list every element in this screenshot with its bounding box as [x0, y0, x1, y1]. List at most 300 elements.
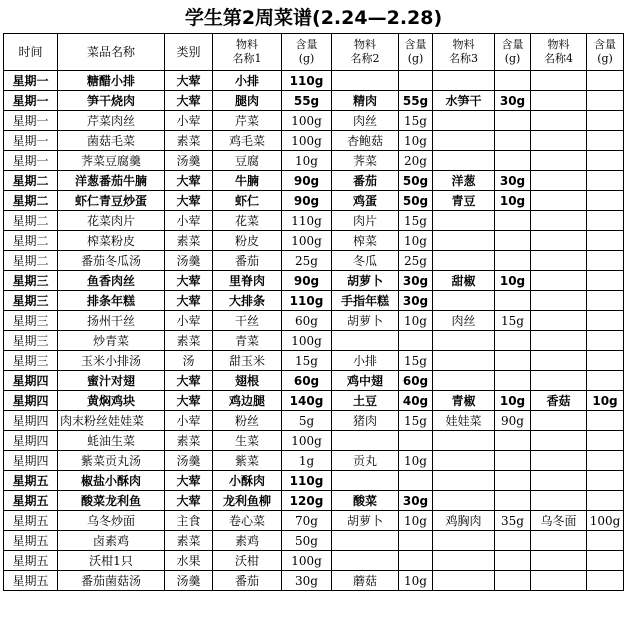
- material3-cell: [433, 331, 495, 351]
- material1-cell: 虾仁: [213, 191, 282, 211]
- dish-cell: 沃柑1只: [58, 551, 165, 571]
- header-time: 时间: [4, 34, 58, 71]
- dish-cell: 黄焖鸡块: [58, 391, 165, 411]
- dish-cell: 芹菜肉丝: [58, 111, 165, 131]
- table-row: [4, 271, 624, 291]
- quantity1-cell: 120g: [282, 491, 332, 511]
- material2-cell: 蘑菇: [332, 571, 399, 591]
- material3-cell: [433, 71, 495, 91]
- quantity4-cell: [587, 291, 624, 311]
- material1-cell: 小排: [213, 71, 282, 91]
- quantity2-cell: [399, 471, 433, 491]
- day-cell: 星期三: [4, 311, 58, 331]
- table-row: [4, 191, 624, 211]
- header-quantity2-line2: (g): [407, 52, 424, 65]
- header-material4-line2: 名称4: [544, 52, 573, 65]
- material1-cell: 紫菜: [213, 451, 282, 471]
- day-cell: 星期四: [4, 411, 58, 431]
- quantity2-cell: [399, 431, 433, 451]
- table-row: [4, 291, 624, 311]
- day-cell: 星期五: [4, 491, 58, 511]
- quantity3-cell: 10g: [495, 191, 531, 211]
- quantity1-cell: 60g: [282, 371, 332, 391]
- table-row: [4, 491, 624, 511]
- material2-cell: 小排: [332, 351, 399, 371]
- quantity1-cell: 60g: [282, 311, 332, 331]
- page-title: 学生第2周菜谱(2.24—2.28): [184, 7, 443, 29]
- header-quantity2-line1: 含量: [404, 38, 427, 51]
- quantity2-cell: 20g: [399, 151, 433, 171]
- quantity4-cell: [587, 311, 624, 331]
- quantity2-cell: 15g: [399, 111, 433, 131]
- table-row: [4, 331, 624, 351]
- quantity3-cell: 30g: [495, 91, 531, 111]
- material3-cell: [433, 451, 495, 471]
- material3-cell: 甜椒: [433, 271, 495, 291]
- quantity3-cell: [495, 211, 531, 231]
- quantity3-cell: [495, 251, 531, 271]
- day-cell: 星期一: [4, 111, 58, 131]
- day-cell: 星期二: [4, 191, 58, 211]
- dish-cell: 榨菜粉皮: [58, 231, 165, 251]
- material3-cell: [433, 231, 495, 251]
- material3-cell: 青椒: [433, 391, 495, 411]
- category-cell: 大荤: [165, 471, 213, 491]
- header-quantity4-line2: (g): [597, 52, 613, 65]
- material4-cell: [531, 171, 587, 191]
- dish-cell: 乌冬炒面: [58, 511, 165, 531]
- material3-cell: [433, 571, 495, 591]
- quantity3-cell: [495, 571, 531, 591]
- day-cell: 星期一: [4, 71, 58, 91]
- material3-cell: 鸡胸肉: [433, 511, 495, 531]
- table-row: [4, 391, 624, 411]
- table-row: [4, 471, 624, 491]
- dish-cell: 扬州干丝: [58, 311, 165, 331]
- material1-cell: 生菜: [213, 431, 282, 451]
- quantity4-cell: [587, 191, 624, 211]
- material2-cell: 冬瓜: [332, 251, 399, 271]
- quantity4-cell: [587, 491, 624, 511]
- header-quantity1: [282, 34, 332, 71]
- header-quantity2: [399, 34, 433, 71]
- material2-cell: [332, 71, 399, 91]
- quantity4-cell: [587, 411, 624, 431]
- material1-cell: 花菜: [213, 211, 282, 231]
- quantity2-cell: 30g: [399, 291, 433, 311]
- material1-cell: 粉皮: [213, 231, 282, 251]
- material1-cell: 大排条: [213, 291, 282, 311]
- material3-cell: [433, 211, 495, 231]
- material4-cell: [531, 371, 587, 391]
- material2-cell: 贡丸: [332, 451, 399, 471]
- dish-cell: 紫菜贡丸汤: [58, 451, 165, 471]
- menu-table: [3, 33, 624, 591]
- header-row: [4, 34, 624, 71]
- table-row: [4, 111, 624, 131]
- material1-cell: 鸡边腿: [213, 391, 282, 411]
- quantity3-cell: [495, 231, 531, 251]
- header-quantity1-line2: (g): [298, 52, 315, 65]
- header-category: 类别: [165, 34, 213, 71]
- quantity2-cell: 60g: [399, 371, 433, 391]
- quantity1-cell: 100g: [282, 131, 332, 151]
- material4-cell: [531, 251, 587, 271]
- category-cell: 大荤: [165, 491, 213, 511]
- category-cell: 汤羹: [165, 151, 213, 171]
- material3-cell: [433, 551, 495, 571]
- material1-cell: 番茄: [213, 571, 282, 591]
- category-cell: 小荤: [165, 211, 213, 231]
- material2-cell: 胡萝卜: [332, 271, 399, 291]
- header-material3-line2: 名称3: [449, 52, 478, 65]
- day-cell: 星期一: [4, 131, 58, 151]
- material1-cell: 小酥肉: [213, 471, 282, 491]
- material2-cell: 肉丝: [332, 111, 399, 131]
- quantity1-cell: 110g: [282, 471, 332, 491]
- day-cell: 星期五: [4, 571, 58, 591]
- quantity1-cell: 10g: [282, 151, 332, 171]
- quantity3-cell: [495, 491, 531, 511]
- header-dish: 菜品名称: [58, 34, 165, 71]
- material3-cell: [433, 471, 495, 491]
- quantity2-cell: 40g: [399, 391, 433, 411]
- quantity1-cell: 15g: [282, 351, 332, 371]
- material2-cell: 猪肉: [332, 411, 399, 431]
- table-row: [4, 411, 624, 431]
- quantity2-cell: [399, 551, 433, 571]
- quantity1-cell: 55g: [282, 91, 332, 111]
- quantity3-cell: 10g: [495, 391, 531, 411]
- material4-cell: [531, 211, 587, 231]
- material4-cell: [531, 131, 587, 151]
- quantity4-cell: [587, 531, 624, 551]
- day-cell: 星期四: [4, 451, 58, 471]
- quantity4-cell: [587, 471, 624, 491]
- quantity3-cell: [495, 71, 531, 91]
- material1-cell: 甜玉米: [213, 351, 282, 371]
- material3-cell: [433, 491, 495, 511]
- quantity3-cell: [495, 471, 531, 491]
- category-cell: 素菜: [165, 231, 213, 251]
- table-row: [4, 451, 624, 471]
- table-row: [4, 511, 624, 531]
- dish-cell: 鱼香肉丝: [58, 271, 165, 291]
- quantity4-cell: [587, 91, 624, 111]
- material4-cell: [531, 411, 587, 431]
- table-row: [4, 251, 624, 271]
- quantity1-cell: 5g: [282, 411, 332, 431]
- header-material1-line2: 名称1: [232, 52, 262, 65]
- material4-cell: [531, 111, 587, 131]
- material1-cell: 干丝: [213, 311, 282, 331]
- material4-cell: [531, 531, 587, 551]
- material2-cell: 鸡蛋: [332, 191, 399, 211]
- header-quantity3-line2: (g): [504, 52, 521, 65]
- material4-cell: [531, 71, 587, 91]
- dish-cell: 花菜肉片: [58, 211, 165, 231]
- quantity4-cell: [587, 451, 624, 471]
- material4-cell: [531, 551, 587, 571]
- material1-cell: 龙利鱼柳: [213, 491, 282, 511]
- day-cell: 星期三: [4, 331, 58, 351]
- category-cell: 主食: [165, 511, 213, 531]
- quantity1-cell: 110g: [282, 291, 332, 311]
- material3-cell: 水笋干: [433, 91, 495, 111]
- table-row: [4, 211, 624, 231]
- quantity4-cell: [587, 211, 624, 231]
- quantity2-cell: [399, 531, 433, 551]
- material1-cell: 沃柑: [213, 551, 282, 571]
- material2-cell: [332, 471, 399, 491]
- dish-cell: 番茄菌菇汤: [58, 571, 165, 591]
- quantity4-cell: [587, 551, 624, 571]
- material2-cell: [332, 331, 399, 351]
- quantity4-cell: [587, 131, 624, 151]
- material2-cell: 精肉: [332, 91, 399, 111]
- header-material1-line1: 物料: [236, 38, 258, 51]
- dish-cell: 椒盐小酥肉: [58, 471, 165, 491]
- day-cell: 星期五: [4, 471, 58, 491]
- material2-cell: [332, 551, 399, 571]
- dish-cell: 卤素鸡: [58, 531, 165, 551]
- category-cell: 小荤: [165, 311, 213, 331]
- quantity1-cell: 50g: [282, 531, 332, 551]
- material4-cell: [531, 451, 587, 471]
- material3-cell: [433, 351, 495, 371]
- quantity3-cell: [495, 451, 531, 471]
- header-material2: [332, 34, 399, 71]
- dish-cell: 蜜汁对翅: [58, 371, 165, 391]
- quantity1-cell: 90g: [282, 191, 332, 211]
- quantity1-cell: 110g: [282, 71, 332, 91]
- day-cell: 星期四: [4, 371, 58, 391]
- material1-cell: 粉丝: [213, 411, 282, 431]
- material1-cell: 豆腐: [213, 151, 282, 171]
- material1-cell: 芹菜: [213, 111, 282, 131]
- material2-cell: [332, 431, 399, 451]
- quantity3-cell: 30g: [495, 171, 531, 191]
- material2-cell: 荠菜: [332, 151, 399, 171]
- quantity4-cell: 10g: [587, 391, 624, 411]
- material4-cell: 香菇: [531, 391, 587, 411]
- material4-cell: [531, 311, 587, 331]
- material4-cell: [531, 191, 587, 211]
- quantity2-cell: [399, 71, 433, 91]
- category-cell: 大荤: [165, 371, 213, 391]
- material3-cell: [433, 251, 495, 271]
- header-material4-line1: 物料: [547, 38, 570, 51]
- dish-cell: 番茄冬瓜汤: [58, 251, 165, 271]
- quantity2-cell: 15g: [399, 351, 433, 371]
- header-material1: [213, 34, 282, 71]
- day-cell: 星期三: [4, 351, 58, 371]
- material4-cell: [531, 351, 587, 371]
- day-cell: 星期五: [4, 511, 58, 531]
- material1-cell: 翅根: [213, 371, 282, 391]
- material4-cell: [531, 91, 587, 111]
- quantity4-cell: [587, 171, 624, 191]
- quantity4-cell: 100g: [587, 511, 624, 531]
- material3-cell: 洋葱: [433, 171, 495, 191]
- header-quantity3-line1: 含量: [501, 38, 524, 51]
- material3-cell: [433, 531, 495, 551]
- material4-cell: [531, 331, 587, 351]
- day-cell: 星期五: [4, 531, 58, 551]
- quantity3-cell: 35g: [495, 511, 531, 531]
- category-cell: 汤羹: [165, 251, 213, 271]
- dish-cell: 炒青菜: [58, 331, 165, 351]
- header-quantity4: [587, 34, 624, 71]
- quantity2-cell: 50g: [399, 191, 433, 211]
- table-row: [4, 151, 624, 171]
- material4-cell: [531, 271, 587, 291]
- day-cell: 星期三: [4, 271, 58, 291]
- quantity4-cell: [587, 351, 624, 371]
- quantity2-cell: 10g: [399, 451, 433, 471]
- quantity3-cell: 90g: [495, 411, 531, 431]
- quantity4-cell: [587, 71, 624, 91]
- day-cell: 星期一: [4, 151, 58, 171]
- category-cell: 小荤: [165, 111, 213, 131]
- material1-cell: 番茄: [213, 251, 282, 271]
- header-quantity3: [495, 34, 531, 71]
- category-cell: 大荤: [165, 271, 213, 291]
- quantity1-cell: 140g: [282, 391, 332, 411]
- table-row: [4, 231, 624, 251]
- dish-cell: 酸菜龙利鱼: [58, 491, 165, 511]
- material3-cell: 娃娃菜: [433, 411, 495, 431]
- quantity3-cell: [495, 151, 531, 171]
- category-cell: 大荤: [165, 291, 213, 311]
- header-quantity1-line1: 含量: [295, 38, 318, 51]
- quantity1-cell: 90g: [282, 271, 332, 291]
- day-cell: 星期二: [4, 251, 58, 271]
- quantity4-cell: [587, 151, 624, 171]
- material2-cell: 鸡中翅: [332, 371, 399, 391]
- header-material3: [433, 34, 495, 71]
- material4-cell: [531, 151, 587, 171]
- quantity3-cell: 10g: [495, 271, 531, 291]
- dish-cell: 糖醋小排: [58, 71, 165, 91]
- material1-cell: 素鸡: [213, 531, 282, 551]
- category-cell: 汤羹: [165, 571, 213, 591]
- material1-cell: 里脊肉: [213, 271, 282, 291]
- dish-cell: 蚝油生菜: [58, 431, 165, 451]
- quantity2-cell: 10g: [399, 311, 433, 331]
- day-cell: 星期二: [4, 211, 58, 231]
- header-material4: [531, 34, 587, 71]
- dish-cell: 洋葱番茄牛腩: [58, 171, 165, 191]
- quantity1-cell: 90g: [282, 171, 332, 191]
- category-cell: 大荤: [165, 91, 213, 111]
- day-cell: 星期二: [4, 231, 58, 251]
- table-row: [4, 131, 624, 151]
- quantity2-cell: 15g: [399, 211, 433, 231]
- day-cell: 星期二: [4, 171, 58, 191]
- quantity2-cell: 10g: [399, 231, 433, 251]
- day-cell: 星期三: [4, 291, 58, 311]
- dish-cell: 笋干烧肉: [58, 91, 165, 111]
- material4-cell: 乌冬面: [531, 511, 587, 531]
- quantity2-cell: 30g: [399, 271, 433, 291]
- material3-cell: [433, 111, 495, 131]
- category-cell: 素菜: [165, 531, 213, 551]
- category-cell: 大荤: [165, 71, 213, 91]
- quantity1-cell: 30g: [282, 571, 332, 591]
- dish-cell: 玉米小排汤: [58, 351, 165, 371]
- material3-cell: [433, 291, 495, 311]
- table-row: [4, 351, 624, 371]
- quantity3-cell: 15g: [495, 311, 531, 331]
- day-cell: 星期四: [4, 431, 58, 451]
- material1-cell: 腿肉: [213, 91, 282, 111]
- quantity2-cell: 50g: [399, 171, 433, 191]
- table-row: [4, 71, 624, 91]
- material3-cell: [433, 131, 495, 151]
- header-quantity4-line1: 含量: [594, 38, 616, 51]
- quantity4-cell: [587, 251, 624, 271]
- table-row: [4, 531, 624, 551]
- material3-cell: 青豆: [433, 191, 495, 211]
- quantity2-cell: 30g: [399, 491, 433, 511]
- quantity4-cell: [587, 111, 624, 131]
- category-cell: 大荤: [165, 191, 213, 211]
- quantity1-cell: 100g: [282, 111, 332, 131]
- material3-cell: [433, 371, 495, 391]
- quantity4-cell: [587, 231, 624, 251]
- material4-cell: [531, 291, 587, 311]
- material3-cell: 肉丝: [433, 311, 495, 331]
- material2-cell: 酸菜: [332, 491, 399, 511]
- dish-cell: 排条年糕: [58, 291, 165, 311]
- quantity1-cell: 100g: [282, 231, 332, 251]
- quantity4-cell: [587, 271, 624, 291]
- category-cell: 小荤: [165, 411, 213, 431]
- quantity1-cell: 110g: [282, 211, 332, 231]
- dish-cell: 菌菇毛菜: [58, 131, 165, 151]
- material2-cell: 肉片: [332, 211, 399, 231]
- quantity4-cell: [587, 431, 624, 451]
- day-cell: 星期五: [4, 551, 58, 571]
- dish-cell: 肉末粉丝娃娃菜: [58, 411, 165, 431]
- quantity2-cell: [399, 331, 433, 351]
- material1-cell: 牛腩: [213, 171, 282, 191]
- table-row: [4, 311, 624, 331]
- table-row: [4, 551, 624, 571]
- material3-cell: [433, 431, 495, 451]
- quantity1-cell: 70g: [282, 511, 332, 531]
- quantity4-cell: [587, 371, 624, 391]
- dish-cell: 虾仁青豆炒蛋: [58, 191, 165, 211]
- quantity1-cell: 100g: [282, 551, 332, 571]
- material1-cell: 卷心菜: [213, 511, 282, 531]
- quantity3-cell: [495, 551, 531, 571]
- table-row: [4, 91, 624, 111]
- quantity2-cell: 55g: [399, 91, 433, 111]
- category-cell: 水果: [165, 551, 213, 571]
- category-cell: 大荤: [165, 171, 213, 191]
- quantity2-cell: 25g: [399, 251, 433, 271]
- quantity3-cell: [495, 291, 531, 311]
- material2-cell: 杏鲍菇: [332, 131, 399, 151]
- material2-cell: 土豆: [332, 391, 399, 411]
- header-material2-line1: 物料: [354, 38, 376, 51]
- category-cell: 素菜: [165, 431, 213, 451]
- material2-cell: 胡萝卜: [332, 511, 399, 531]
- day-cell: 星期一: [4, 91, 58, 111]
- material1-cell: 青菜: [213, 331, 282, 351]
